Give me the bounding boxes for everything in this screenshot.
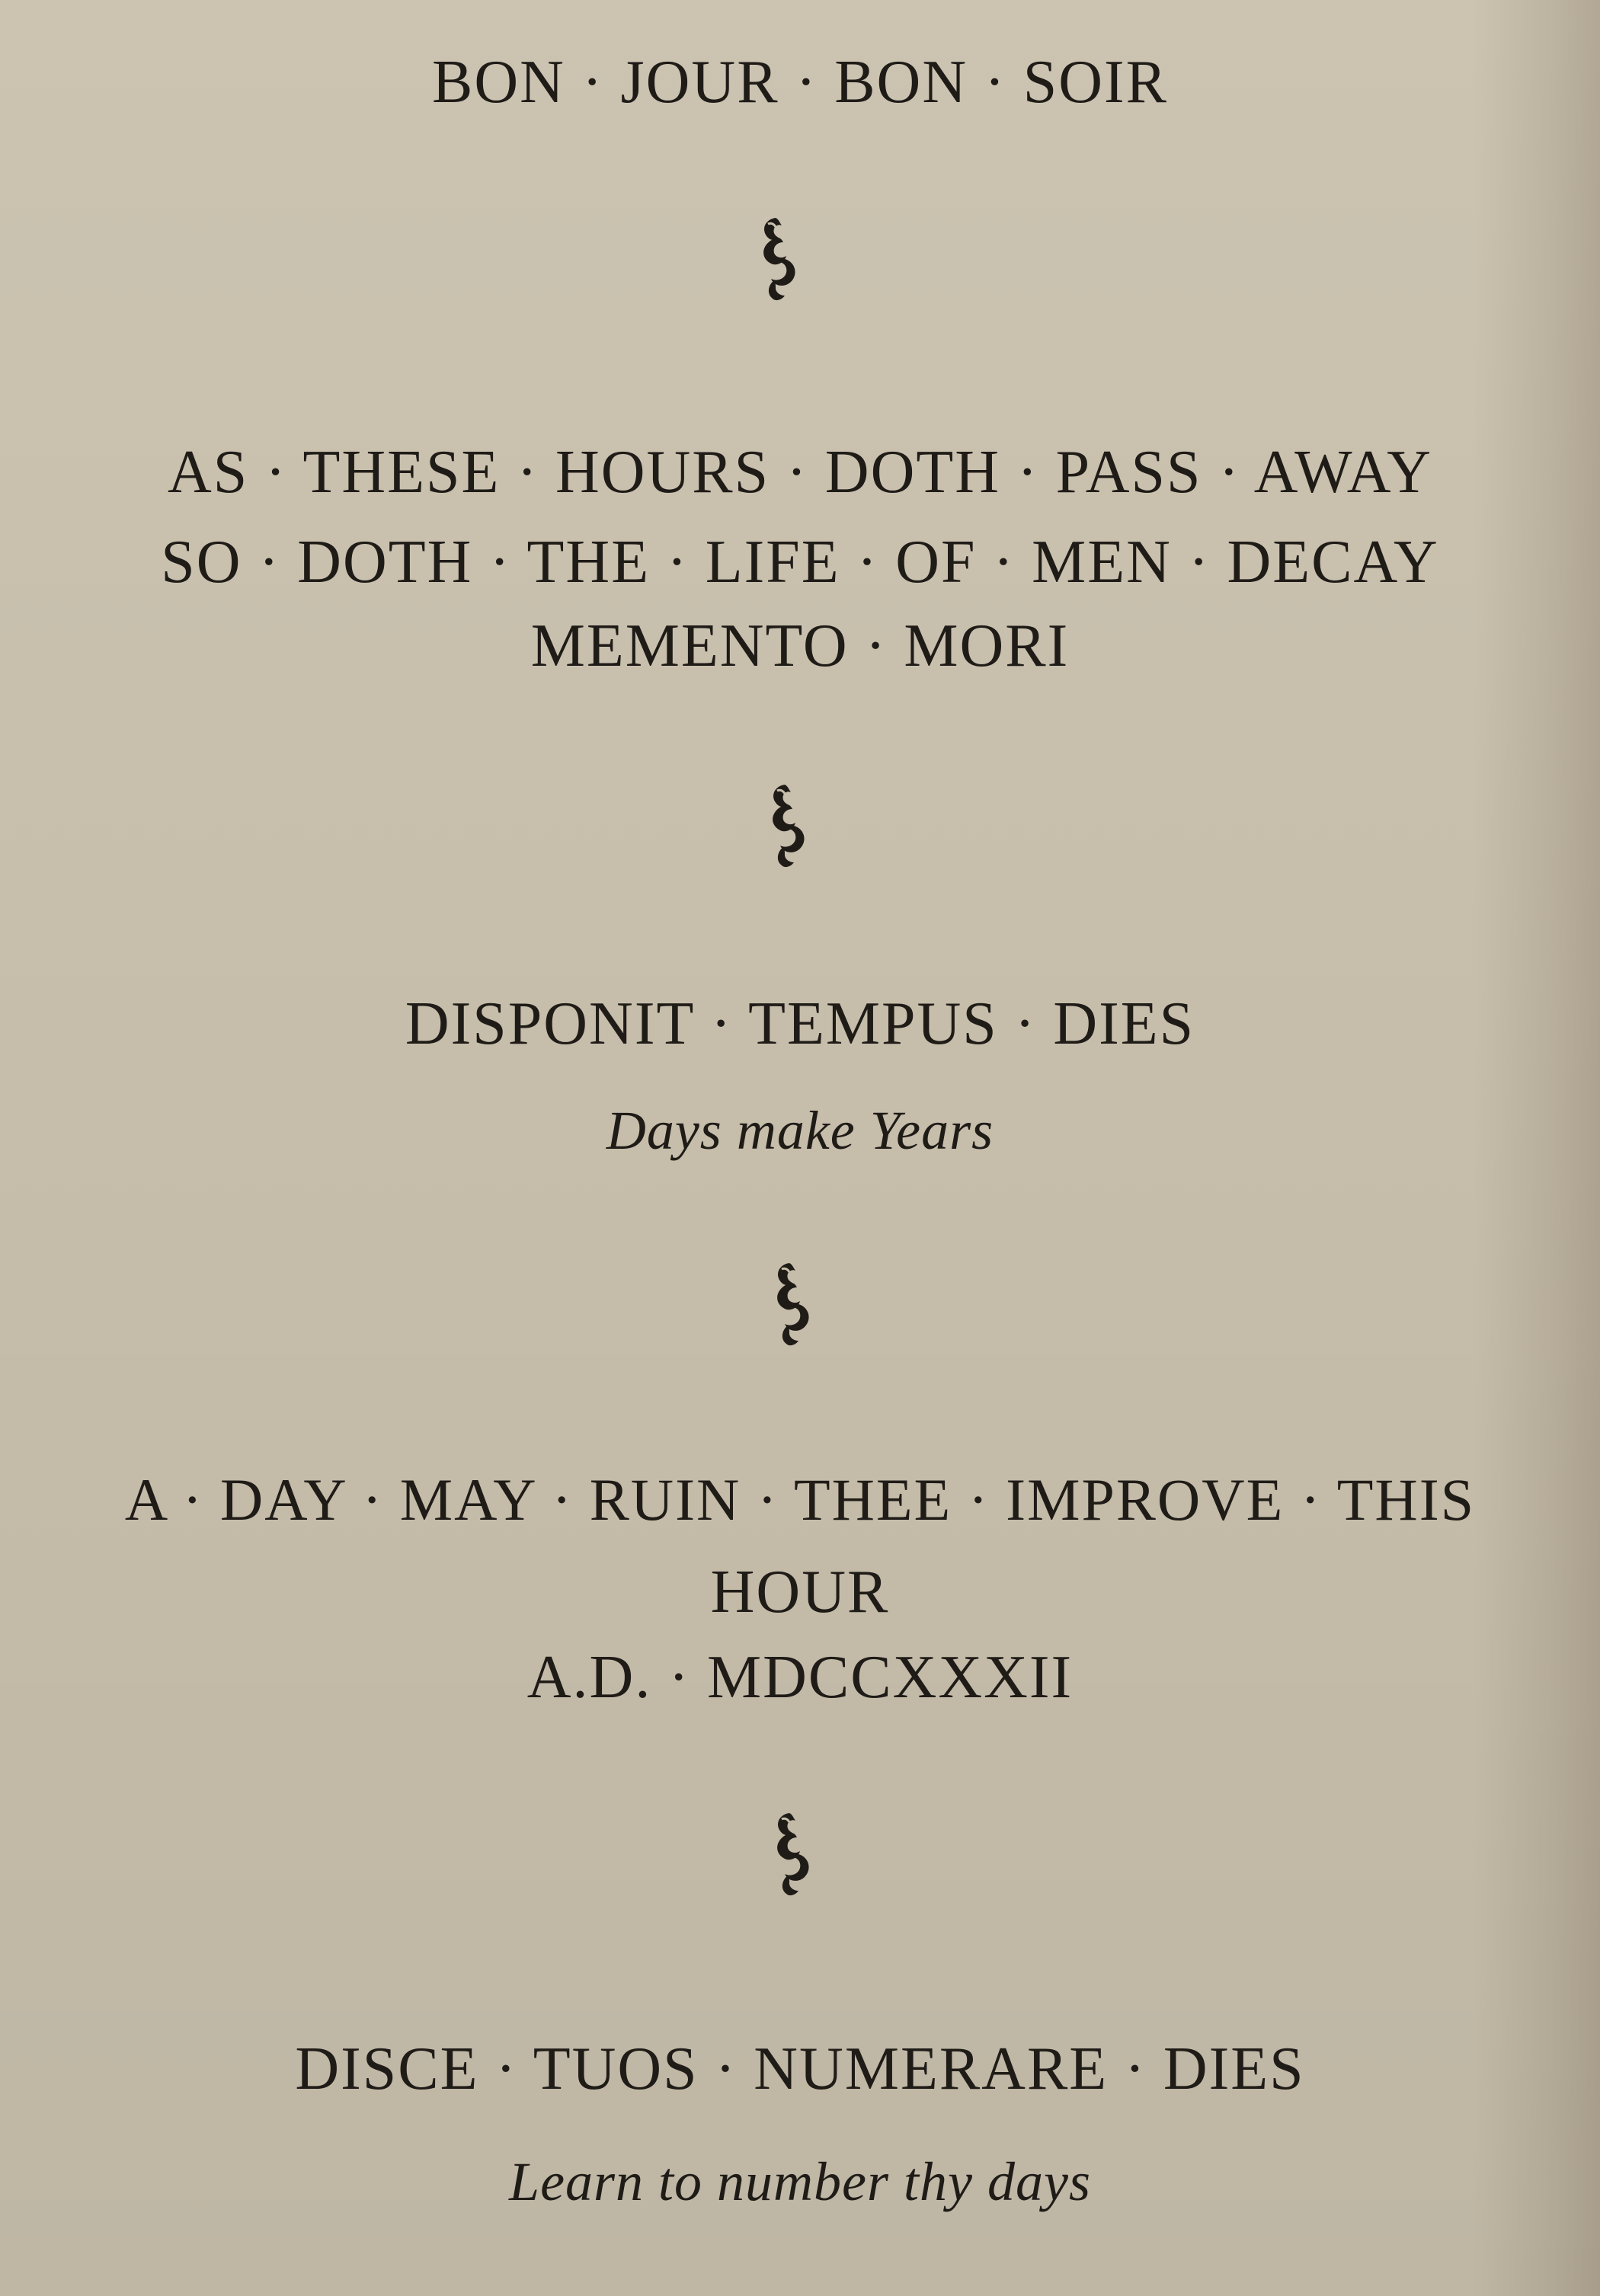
- translation-disce: Learn to number thy days: [509, 2151, 1091, 2212]
- leaf-ornament-icon: [757, 782, 818, 870]
- motto-line-3: MEMENTO · MORI: [530, 612, 1070, 680]
- motto-a-day-line-2: HOUR: [710, 1559, 890, 1626]
- motto-a-day-line-1: A · DAY · MAY · RUIN · THEE · IMPROVE · THIS: [124, 1466, 1476, 1533]
- heading-bon-jour: BON · JOUR · BON · SOIR: [431, 49, 1169, 116]
- leaf-ornament-icon: [762, 1810, 823, 1898]
- latin-motto-disponit: DISPONIT · TEMPUS · DIES: [405, 990, 1195, 1057]
- leaf-ornament-icon: [748, 215, 809, 303]
- translation-disponit: Days make Years: [606, 1100, 994, 1161]
- date-line: A.D. · MDCCXXXII: [526, 1644, 1074, 1711]
- leaf-ornament-icon: [762, 1260, 823, 1348]
- motto-line-1: AS · THESE · HOURS · DOTH · PASS · AWAY: [168, 439, 1432, 506]
- motto-line-2: SO · DOTH · THE · LIFE · OF · MEN · DECAY: [161, 529, 1439, 596]
- latin-motto-disce: DISCE · TUOS · NUMERARE · DIES: [295, 2035, 1305, 2103]
